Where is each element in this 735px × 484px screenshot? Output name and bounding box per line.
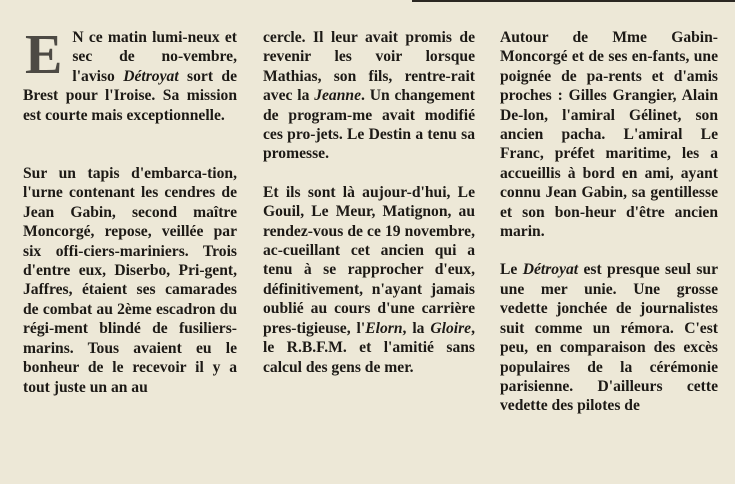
- text-span: , le R.B.F.M. et l'amitié sans calcul des gens de mer.: [263, 319, 475, 376]
- paragraph: [500, 260, 718, 415]
- paragraph: [263, 183, 475, 377]
- text-span: cercle. Il leur avait promis de revenir les voir lorsque Mathias, son fils, rentre-rait avec la: [263, 29, 475, 105]
- ship-name: Elorn: [365, 319, 403, 337]
- text-span: sort de Brest pour l'Iroise. Sa mission est courte mais exceptionnelle.: [23, 67, 237, 124]
- paragraph: [263, 28, 475, 164]
- text-span: . Un changement de program-me avait modifié ces pro-jets. Le Destin a tenu sa promesse.: [263, 87, 475, 163]
- paragraph: [23, 24, 237, 125]
- ship-name: Gloire: [430, 319, 472, 337]
- top-rule: [412, 0, 735, 2]
- article-column-3: [500, 28, 718, 416]
- text-span: Le: [500, 261, 518, 279]
- text-span: , la: [402, 319, 425, 337]
- ship-name: Détroyat: [522, 261, 579, 279]
- text-span: Sur un tapis d'embarca-tion, l'urne contenant les cendres de Jean Gabin, second maître Moncorgé, repose, veillée par six offi-ciers-mariniers. Trois d'entre eux, Diserbo, Pri-gent, Jaffres, étaient ses camarades de combat au 2ème escadron du régi-ment blindé de fusiliers-marins. Tous avaient eu le bonheur de le recevoir il y a tout juste un an au: [23, 165, 237, 396]
- paragraph: [500, 28, 718, 241]
- text-span: Autour de Mme Gabin-Moncorgé et de ses en-fants, une poignée de pa-rents et d'amis proches : Gilles Grangier, Alain De-lon, l'amiral Gélinet, son ancien pacha. L'amiral Le Franc, préfet maritime, les a accueillis à bord en ami, ayant connu Jean Gabin, sa gentillesse et son bon-heur d'être ancien marin.: [500, 29, 718, 241]
- ship-name: Détroyat: [123, 67, 179, 85]
- text-span: est presque seul sur une mer unie. Une grosse vedette jonchée de journalistes suit comme un rémora. C'est peu, en comparaison des excès populaires de la cérémonie parisienne. D'ailleurs cette vedette des pilotes de: [500, 261, 719, 415]
- drop-cap: E: [25, 24, 63, 86]
- text-span: N ce matin lumi-neux et sec de no-vembre, l'aviso: [72, 29, 237, 85]
- paragraph: [23, 164, 237, 397]
- article-column-2: [263, 28, 475, 377]
- article-column-1: [23, 24, 237, 397]
- ship-name: Jeanne: [314, 87, 361, 105]
- text-span: Et ils sont là aujour-d'hui, Le Gouil, Le Meur, Matignon, au rendez-vous de ce 19 novembre, ac-cueillant cet ancien qui a tenu à se rapprocher d'eux, définitivement, n'ayant jamais oublié au cours d'une carrière pres-tigieuse, l': [263, 183, 475, 337]
